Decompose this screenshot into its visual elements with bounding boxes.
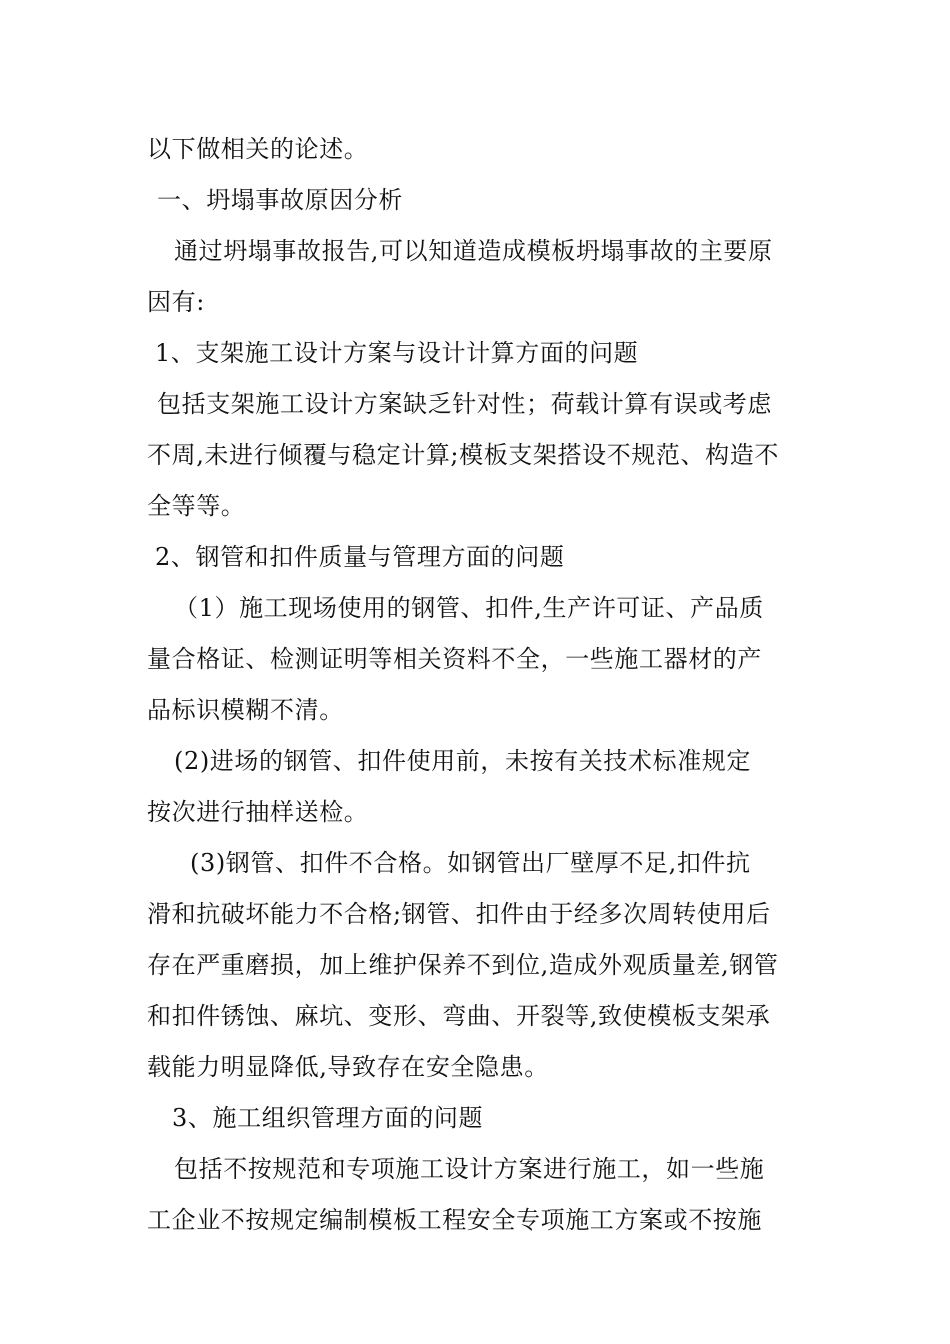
paragraph-line: (2)进场的钢管、扣件使用前，未按有关技术标准规定 (174, 747, 751, 775)
paragraph-line: 存在严重磨损，加上维护保养不到位,造成外观质量差,钢管 (147, 951, 779, 979)
subheading: 1、支架施工设计方案与设计计算方面的问题 (155, 339, 639, 367)
paragraph-line: 滑和抗破坏能力不合格;钢管、扣件由于经多次周转使用后 (147, 900, 771, 928)
section-heading: 一、坍塌事故原因分析 (157, 186, 403, 214)
paragraph-line: 按次进行抽样送检。 (147, 798, 369, 826)
paragraph-line: 包括支架施工设计方案缺乏针对性；荷载计算有误或考虑 (157, 390, 772, 418)
paragraph-line: 包括不按规范和专项施工设计方案进行施工，如一些施 (174, 1155, 765, 1183)
paragraph-line: 和扣件锈蚀、麻坑、变形、弯曲、开裂等,致使模板支架承 (147, 1002, 771, 1030)
paragraph-line: 通过坍塌事故报告,可以知道造成模板坍塌事故的主要原 (174, 237, 773, 265)
text-line: 以下做相关的论述。 (147, 135, 369, 163)
paragraph-line: (3)钢管、扣件不合格。如钢管出厂壁厚不足,扣件抗 (190, 849, 751, 877)
subheading: 3、施工组织管理方面的问题 (172, 1104, 484, 1132)
paragraph-line: 工企业不按规定编制模板工程安全专项施工方案或不按施 (147, 1206, 762, 1234)
paragraph-line: 不周,未进行倾覆与稳定计算;模板支架搭设不规范、构造不 (147, 441, 779, 469)
paragraph-line: 品标识模糊不清。 (147, 696, 344, 724)
paragraph-line: 全等等。 (147, 492, 246, 520)
paragraph-line: 载能力明显降低,导致存在安全隐患。 (147, 1053, 549, 1081)
paragraph-line: 因有: (147, 288, 205, 316)
paragraph-line: 量合格证、检测证明等相关资料不全，一些施工器材的产 (147, 645, 762, 673)
subheading: 2、钢管和扣件质量与管理方面的问题 (155, 543, 565, 571)
paragraph-line: （1）施工现场使用的钢管、扣件,生产许可证、产品质 (174, 594, 764, 622)
